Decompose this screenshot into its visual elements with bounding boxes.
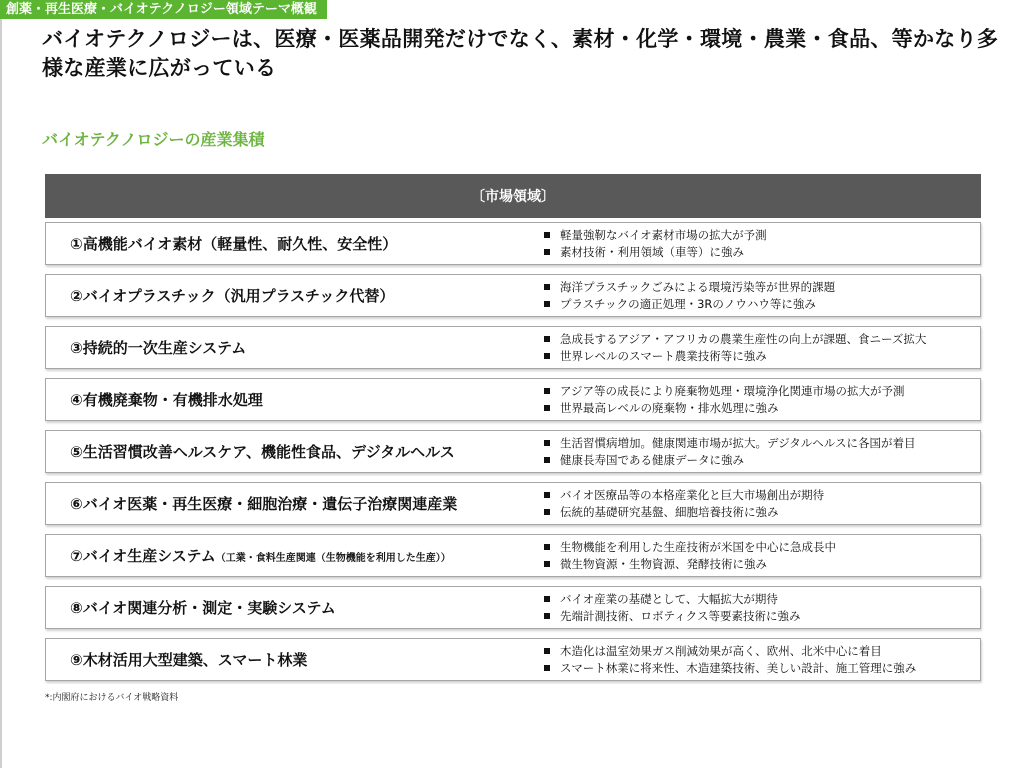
bullet-point [544, 539, 980, 556]
row-title-note: （工業・食料生産関連（生物機能を利用した生産）） [215, 553, 451, 564]
square-bullet-icon [544, 596, 550, 602]
square-bullet-icon [544, 301, 550, 307]
bullet-text: 素材技術・利用領域（車等）に強み [560, 244, 744, 259]
bullet-point [544, 660, 980, 677]
row-title [46, 389, 516, 410]
row-points [516, 331, 980, 365]
bullet-point [544, 279, 980, 296]
table-row [45, 534, 981, 577]
square-bullet-icon [544, 457, 550, 463]
bullet-point [544, 608, 980, 625]
row-title [46, 441, 516, 462]
bullet-text: 木造化は温室効果ガス削減効果が高く、欧州、北米中心に着目 [560, 643, 882, 658]
bullet-point [544, 487, 980, 504]
bullet-text: バイオ産業の基礎として、大幅拡大が期待 [560, 591, 778, 606]
row-title-text: ②バイオプラスチック（汎用プラスチック代替） [70, 287, 395, 305]
footnote: *:内閣府におけるバイオ戦略資料 [45, 693, 179, 703]
row-points [516, 539, 980, 573]
bullet-point [544, 296, 980, 313]
bullet-text: 生活習慣病増加。健康関連市場が拡大。デジタルヘルスに各国が着目 [560, 435, 916, 450]
row-title-text: ④有機廃棄物・有機排水処理 [70, 391, 263, 409]
market-table [45, 174, 981, 690]
bullet-text: 世界最高レベルの廃棄物・排水処理に強み [560, 400, 779, 415]
square-bullet-icon [544, 509, 550, 515]
bullet-text: プラスチックの適正処理・3Rのノウハウ等に強み [560, 296, 816, 311]
bullet-text: バイオ医療品等の本格産業化と巨大市場創出が期待 [560, 487, 825, 502]
table-row [45, 430, 981, 473]
bullet-point [544, 331, 980, 348]
row-title-text: ⑤生活習慣改善ヘルスケア、機能性食品、デジタルヘルス [70, 443, 455, 461]
page-headline: バイオテクノロジーは、医療・医薬品開発だけでなく、素材・化学・環境・農業・食品、等かなり多様な産業に広がっている [42, 27, 999, 80]
bullet-text: 微生物資源・生物資源、発酵技術に強み [560, 556, 767, 571]
row-title-text: ⑧バイオ関連分析・測定・実験システム [70, 599, 336, 617]
row-points [516, 227, 980, 261]
bullet-text: 生物機能を利用した生産技術が米国を中心に急成長中 [560, 539, 836, 554]
row-title-text: ③持続的一次生産システム [70, 339, 247, 357]
bullet-point [544, 643, 980, 660]
square-bullet-icon [544, 353, 550, 359]
table-row [45, 326, 981, 369]
table-row [45, 274, 981, 317]
row-title [46, 285, 516, 306]
bullet-text: 海洋プラスチックごみによる環境汚染等が世界的課題 [560, 279, 836, 294]
section-subtitle: バイオテクノロジーの産業集積 [42, 130, 265, 149]
row-points [516, 383, 980, 417]
square-bullet-icon [544, 388, 550, 394]
bullet-point [544, 244, 980, 261]
table-row [45, 378, 981, 421]
bullet-text: 世界レベルのスマート農業技術等に強み [560, 348, 767, 363]
bullet-point [544, 348, 980, 365]
row-title [46, 337, 516, 358]
row-title-text: ⑥バイオ医薬・再生医療・細胞治療・遺伝子治療関連産業 [70, 495, 458, 513]
bullet-point [544, 504, 980, 521]
bullet-point [544, 452, 980, 469]
square-bullet-icon [544, 232, 550, 238]
section-tag: 創薬・再生医療・バイオテクノロジー領域テーマ概観 [0, 0, 327, 19]
row-points [516, 643, 980, 677]
square-bullet-icon [544, 648, 550, 654]
table-header: 〔市場領域〕 [45, 174, 981, 218]
table-row [45, 638, 981, 681]
square-bullet-icon [544, 544, 550, 550]
table-row [45, 482, 981, 525]
bullet-point [544, 383, 980, 400]
table-row [45, 222, 981, 265]
row-points [516, 487, 980, 521]
table-rows [45, 222, 981, 681]
row-title-text: ⑨木材活用大型建築、スマート林業 [70, 651, 308, 669]
bullet-text: 急成長するアジア・アフリカの農業生産性の向上が課題、食ニーズ拡大 [560, 331, 927, 346]
square-bullet-icon [544, 613, 550, 619]
table-row [45, 586, 981, 629]
square-bullet-icon [544, 284, 550, 290]
row-title [46, 493, 516, 514]
square-bullet-icon [544, 440, 550, 446]
row-title [46, 649, 516, 670]
row-points [516, 591, 980, 625]
square-bullet-icon [544, 336, 550, 342]
bullet-point [544, 400, 980, 417]
row-title [46, 233, 516, 254]
row-title-text: ①高機能バイオ素材（軽量性、耐久性、安全性） [70, 235, 398, 253]
row-title-text: ⑦バイオ生産システム [70, 547, 216, 565]
row-points [516, 279, 980, 313]
bullet-text: アジア等の成長により廃棄物処理・環境浄化関連市場の拡大が予測 [560, 383, 905, 398]
left-border [0, 0, 2, 768]
bullet-point [544, 556, 980, 573]
square-bullet-icon [544, 492, 550, 498]
bullet-text: スマート林業に将来性、木造建築技術、美しい設計、施工管理に強み [560, 660, 917, 675]
row-points [516, 435, 980, 469]
square-bullet-icon [544, 561, 550, 567]
square-bullet-icon [544, 405, 550, 411]
square-bullet-icon [544, 249, 550, 255]
bullet-text: 健康長寿国である健康データに強み [560, 452, 744, 467]
row-title [46, 597, 516, 618]
bullet-text: 軽量強靭なバイオ素材市場の拡大が予測 [560, 227, 767, 242]
square-bullet-icon [544, 665, 550, 671]
bullet-point [544, 435, 980, 452]
bullet-text: 先端計測技術、ロボティクス等要素技術に強み [560, 608, 801, 623]
row-title [46, 545, 516, 566]
bullet-point [544, 591, 980, 608]
bullet-text: 伝統的基礎研究基盤、細胞培養技術に強み [560, 504, 779, 519]
bullet-point [544, 227, 980, 244]
